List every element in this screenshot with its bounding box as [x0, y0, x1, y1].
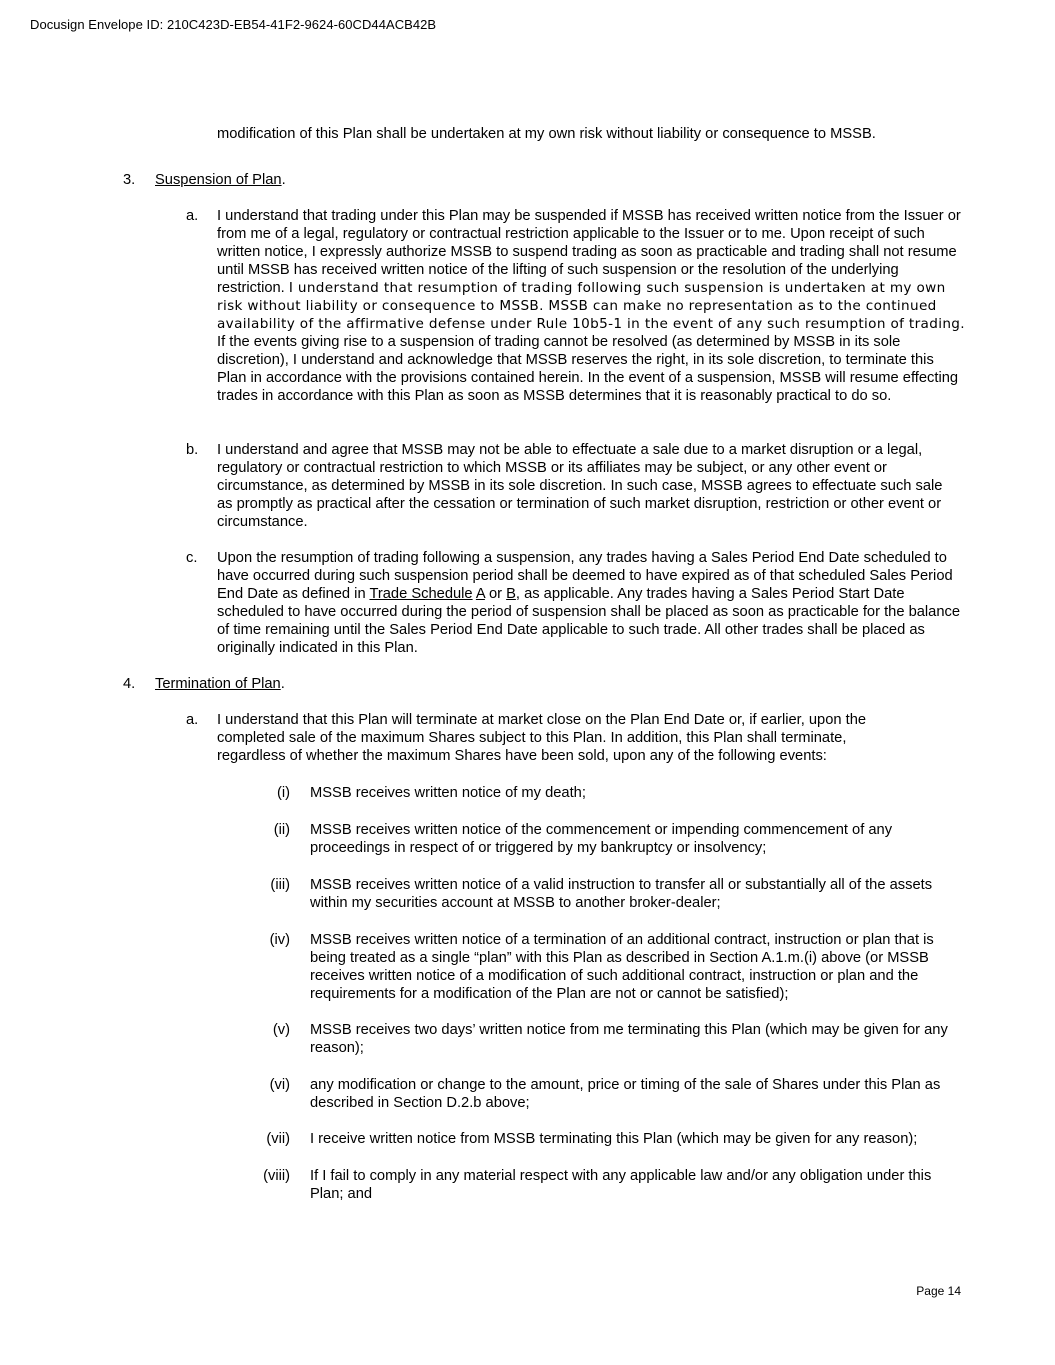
section-4-number: 4.	[123, 676, 136, 692]
event-vi-text: any modification or change to the amount, price or timing of the sale of Shares under this Plan as described in Section D.2.b above;	[310, 1077, 941, 1111]
trade-schedule-link[interactable]: Trade Schedule	[369, 586, 473, 602]
event-iv-marker: (iv)	[269, 932, 290, 948]
event-v-marker: (v)	[272, 1022, 290, 1038]
item-3a-paragraph	[217, 207, 965, 405]
section-3-heading	[155, 171, 286, 189]
item-4a-marker: a.	[186, 712, 199, 728]
event-i-text: MSSB receives written notice of my death;	[310, 785, 586, 801]
event-iii-text: MSSB receives written notice of a valid instruction to transfer all or substantially all of the assets within my securities account at MSSB to another broker-dealer;	[310, 877, 933, 911]
event-vii-marker: (vii)	[266, 1131, 290, 1147]
item-3a-marker: a.	[186, 208, 199, 224]
event-viii-text: If I fail to comply in any material respect with any applicable law and/or any obligation under this Plan; and	[310, 1168, 932, 1202]
event-viii-marker: (viii)	[263, 1168, 290, 1184]
event-iv-text: MSSB receives written notice of a termination of an additional contract, instruction or plan that is being treated as a single “plan” with this Plan as described in Section A.1.m.(i) above (or MSSB receives written notice of a modification of such additional contract, instruction or plan and the requirements for a modification of the Plan are not or cannot be satisfied);	[310, 932, 934, 1002]
intro-paragraph: modification of this Plan shall be undertaken at my own risk without liability or consequence to MSSB.	[217, 126, 876, 142]
section-4-title-suffix: .	[280, 676, 285, 692]
section-3-title: Suspension of Plan	[155, 172, 282, 188]
event-iii-marker: (iii)	[270, 877, 290, 893]
envelope-id: Docusign Envelope ID: 210C423D-EB54-41F2-9624-60CD44ACB42B	[30, 17, 437, 32]
item-4a-paragraph: I understand that this Plan will terminate at market close on the Plan End Date or, if earlier, upon the completed sale of the maximum Shares subject to this Plan. In addition, this Plan shall terminate, regardless of whether the maximum Shares have been sold, upon any of the following events:	[217, 712, 867, 764]
page-number: Page 14	[916, 1284, 961, 1298]
event-ii-text: MSSB receives written notice of the commencement or impending commencement of any proceedings in respect of or triggered by my bankruptcy or insolvency;	[310, 822, 893, 856]
item-3c-text-1: Upon the resumption of trading following a suspension, any trades having a Sales Period End Date scheduled to have occurred during such suspension period shall be deemed to have expired as of that scheduled Sales Period End Date as defined in	[217, 550, 953, 602]
section-3-number: 3.	[123, 172, 136, 188]
item-3b-paragraph: I understand and agree that MSSB may not be able to effectuate a sale due to a market disruption or a legal, regulatory or contractual restriction to which MSSB or its affiliates may be subject, or any other event or circumstance, as determined by MSSB in its sole discretion. In such case, MSSB agrees to effectuate such sale as promptly as practical after the cessation or termination of such market disruption, restriction or other event or circumstance.	[217, 442, 943, 530]
event-vii-text: I receive written notice from MSSB terminating this Plan (which may be given for any reason);	[310, 1131, 918, 1147]
item-3b-marker: b.	[186, 442, 199, 458]
item-3c-paragraph	[217, 549, 969, 657]
event-i-marker: (i)	[276, 785, 290, 801]
item-3a-text-3: If the events giving rise to a suspension of trading cannot be resolved (as determined by MSSB in its sole discretion), I understand and acknowledge that MSSB reserves the right, in its sole discretion, to terminate this Plan in accordance with the provisions contained herein. In the event of a suspension, MSSB will resume effecting trades in accordance with this Plan as soon as MSSB determines that it is reasonably practical to do so.	[217, 334, 959, 404]
item-3c-or: or	[484, 586, 507, 602]
section-4-title: Termination of Plan	[155, 676, 281, 692]
item-3c-text-2: , as applicable. Any trades having a Sales Period Start Date scheduled to have occurred during the period of suspension shall be placed as soon as practicable for the balance of time remaining until the Sales Period End Date applicable to such trade. All other trades shall be placed as originally indicated in this Plan.	[217, 586, 961, 656]
event-ii-marker: (ii)	[273, 822, 290, 838]
item-3c-marker: c.	[186, 550, 198, 566]
trade-schedule-a-link[interactable]: A	[475, 586, 485, 602]
section-3-title-suffix: .	[281, 172, 286, 188]
event-vi-marker: (vi)	[269, 1077, 290, 1093]
item-3a-text-1: I understand that trading under this Plan may be suspended if MSSB has received written notice from the Issuer or from me of a legal, regulatory or contractual restriction applicable to the Issuer or to me. Upon receipt of such written notice, I expressly authorize MSSB to suspend trading as soon as practicable and trading shall not resume until MSSB has received written notice of the lifting of such suspension or the resolution of the underlying restriction.	[217, 208, 961, 296]
event-v-text: MSSB receives two days’ written notice from me terminating this Plan (which may be given for any reason);	[310, 1022, 948, 1056]
trade-schedule-b-link[interactable]: B	[506, 586, 516, 602]
item-3a-text-2: I understand that resumption of trading following such suspension is undertaken at my own risk without liability or consequence to MSSB. MSSB can make no representation as to the continued availability of the affirmative defense under Rule 10b5-1 in the event of any such resumption of trading.	[217, 280, 965, 332]
section-4-heading	[155, 675, 285, 693]
